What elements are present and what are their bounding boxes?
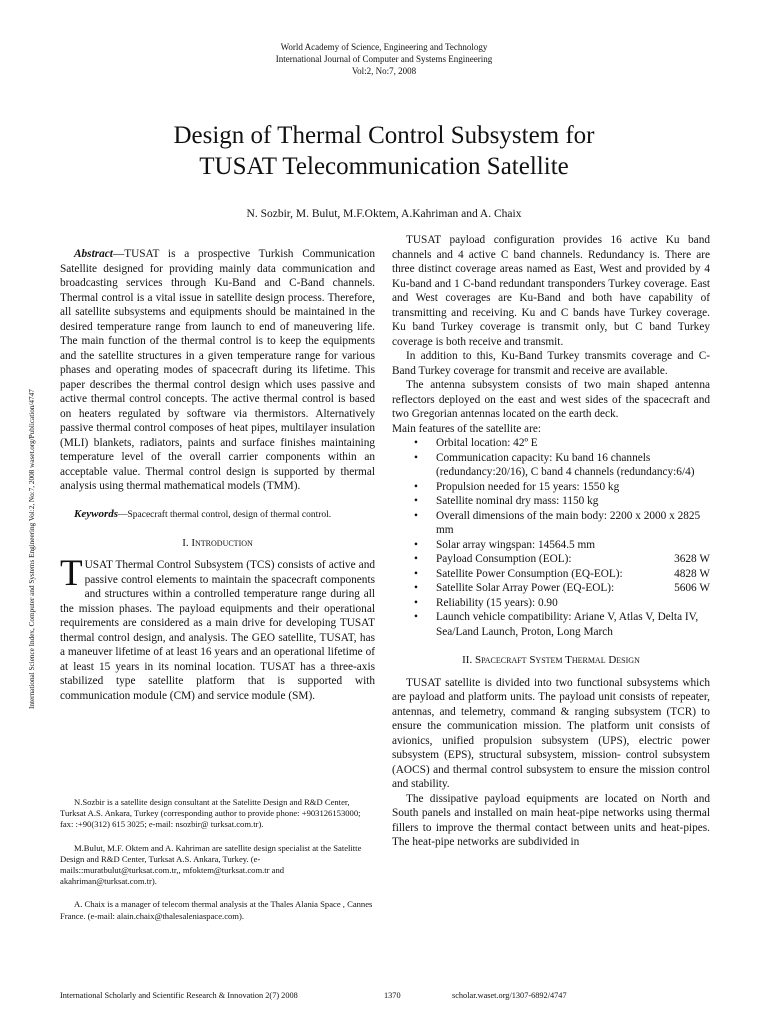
keywords (60, 508, 375, 522)
journal-name: World Academy of Science, Engineering and Technology (280, 42, 488, 52)
right-column (392, 233, 710, 850)
feature-item: • Reliability (15 years): 0.90 (410, 596, 710, 611)
feature-item (410, 567, 710, 582)
left-column (60, 247, 375, 703)
journal-volume: Vol:2, No:7, 2008 (351, 66, 417, 76)
features-intro: Main features of the satellite are: (392, 422, 541, 435)
section-heading-introduction: I. Introduction (182, 536, 253, 549)
section-heading-thermal-design: II. Spacecraft System Thermal Design (462, 654, 640, 666)
feature-item: • Satellite nominal dry mass: 1150 kg (410, 494, 710, 509)
feature-item: • Solar array wingspan: 14564.5 mm (410, 538, 710, 553)
power-label: • Satellite Power Consumption (EQ-EOL): (436, 567, 623, 580)
introduction-paragraph (60, 553, 375, 703)
power-label: • Payload Consumption (EOL): (436, 553, 572, 565)
keywords-text: —Spacecraft thermal control, design of thermal control. (118, 509, 332, 520)
feature-item (410, 552, 710, 567)
feature-item: • Launch vehicle compatibility: Ariane V, Atlas V, Delta IV, Sea/Land Launch, Proton, Long March (410, 610, 710, 639)
payload-paragraph: TUSAT payload configuration provides 16 active Ku band channels and 4 active C band channels. Redundancy is. There are three distinct coverage areas named as East, West and provided by 4 Ku-band and 1 C-band redundant transponders Turkey coverage. East and West coverages are Ku-Band and both have capability of transmitting and receiving. Ku and C bands have Turkey coverage. Ku band Turkey coverage is transmit only, but C band Turkey coverage is both receive and transmit. (392, 234, 710, 348)
footer-publisher: International Scholarly and Scientific Research & Innovation 2(7) 2008 (60, 991, 298, 1000)
subsystems-paragraph: TUSAT satellite is divided into two functional subsystems which are payload and platform units. The payload unit consists of repeater, antennas, and telemetry, command & ranging subsystem (TCR) to ensure the communication mission. The platform unit consists of avionics, unified propulsion subsystem (UPS), electric power subsystem (EPS), structural subsystem, mission- control subsystem (AOCS) and thermal control subsystem to ensure the mission control and stability. (392, 676, 710, 790)
paper-title (0, 120, 768, 182)
dissipative-paragraph: The dissipative payload equipments are located on North and South panels and installed on main heat-pipe networks using thermal fillers to improve the thermal contact between units and heat-pipes. The heat-pipe networks are subdivided in (392, 792, 710, 848)
coverage-paragraph: In addition to this, Ku-Band Turkey transmits coverage and C-Band Turkey coverage for transmit and receive are available. (392, 350, 710, 377)
footnotes (60, 797, 375, 934)
power-label: • Satellite Solar Array Power (EQ-EOL): (436, 582, 615, 594)
journal-subtitle: International Journal of Computer and Systems Engineering (275, 54, 493, 64)
title-line-1: Design of Thermal Control Subsystem for (173, 122, 595, 149)
footnote: M.Bulut, M.F. Oktem and A. Kahriman are satellite design specialist at the Satelitte Design and R&D Center, Turksat A.S. Ankara, Turkey. (e-mails::muratbulut@turksat.com.tr,, mfoktem@turksat.com.tr and akahriman@turksat.com.tr). (60, 842, 362, 887)
journal-header (0, 41, 768, 77)
power-value: 4828 W (674, 567, 710, 580)
antenna-paragraph: The antenna subsystem consists of two main shaped antenna reflectors deployed on the east and west sides of the spacecraft and two Gregorian antennas located on the earth deck. (392, 379, 710, 420)
footnote: N.Sozbir is a satellite design consultant at the Satelitte Design and R&D Center, Turksat A.S. Ankara, Turkey (corresponding author to provide phone: +903126153000; fax: :+90(312) 615 3025; e-mail: nsozbir@ turksat.com.tr). (60, 797, 361, 830)
dropcap: T (60, 553, 83, 594)
feature-item (410, 581, 710, 596)
keywords-label: Keywords (74, 507, 118, 520)
feature-item: • Communication capacity: Ku band 16 channels (redundancy:20/16), C band 4 channels (redundancy:6/4) (410, 451, 710, 480)
abstract-text: —TUSAT is a prospective Turkish Communication Satellite designed for providing mainly data communication and broadcasting services through Ku-Band and C-Band channels. Thermal control is a vital issue in satellite design process. Therefore, all satellite subsystems and equipments should be maintained in the desired temperature range from launch to end of maneuvering life. The main function of the thermal control is to keep the equipments and the satellite structures in a given temperature range for various phases and operating modes of spacecraft during its lifetime. This paper describes the thermal control design which uses passive and active thermal control concepts. The active thermal control is based on heaters regulated by software via thermistors. Alternatively passive thermal control composes of heat pipes, multilayer insulation (MLI) blankets, radiators, paints and surface finishes maintaining temperature level of the overall carrier components within an acceptable value. Thermal control design is supported by thermal analysis using thermal mathematical models (TMM). (60, 248, 375, 492)
power-value: 5606 W (674, 582, 710, 594)
introduction-text: USAT Thermal Control Subsystem (TCS) consists of active and passive control elements to maintain the spacecraft components and structures within a controlled temperature range during all the mission phases. The payload equipments and their operational requirements are considered as a main drive for developing TUSAT thermal control design, and analysis. The GEO satellite, TUSAT, has a maneuver lifetime of at least 16 years and an operational lifetime of at least 15 years in its nominal location. TUSAT has a three-axis stabilized type satellite platform that is supported with communication module (CM) and service module (SM). (60, 559, 375, 702)
abstract-label: Abstract (74, 248, 113, 260)
feature-item: • Propulsion needed for 15 years: 1550 kg (410, 480, 710, 495)
authors: N. Sozbir, M. Bulut, M.F.Oktem, A.Kahriman and A. Chaix (246, 208, 522, 220)
features-list (392, 436, 710, 639)
feature-item: • Overall dimensions of the main body: 2200 x 2000 x 2825 mm (410, 509, 710, 538)
footer-link[interactable]: scholar.waset.org/1307-6892/4747 (452, 991, 567, 1000)
title-line-2: TUSAT Telecommunication Satellite (199, 153, 569, 180)
side-index-note: International Science Index, Computer and Systems Engineering Vol:2, No:7, 2008 waset.org/Publication/4747 (28, 389, 36, 709)
page-number: 1370 (384, 991, 401, 1000)
abstract (60, 247, 375, 494)
power-value: 3628 W (674, 553, 710, 565)
feature-item: • Orbital location: 42º E (410, 436, 710, 451)
footnote: A. Chaix is a manager of telecom thermal analysis at the Thales Alania Space , Cannes France. (e-mail: alain.chaix@thalesaleniaspace.com). (60, 899, 373, 921)
